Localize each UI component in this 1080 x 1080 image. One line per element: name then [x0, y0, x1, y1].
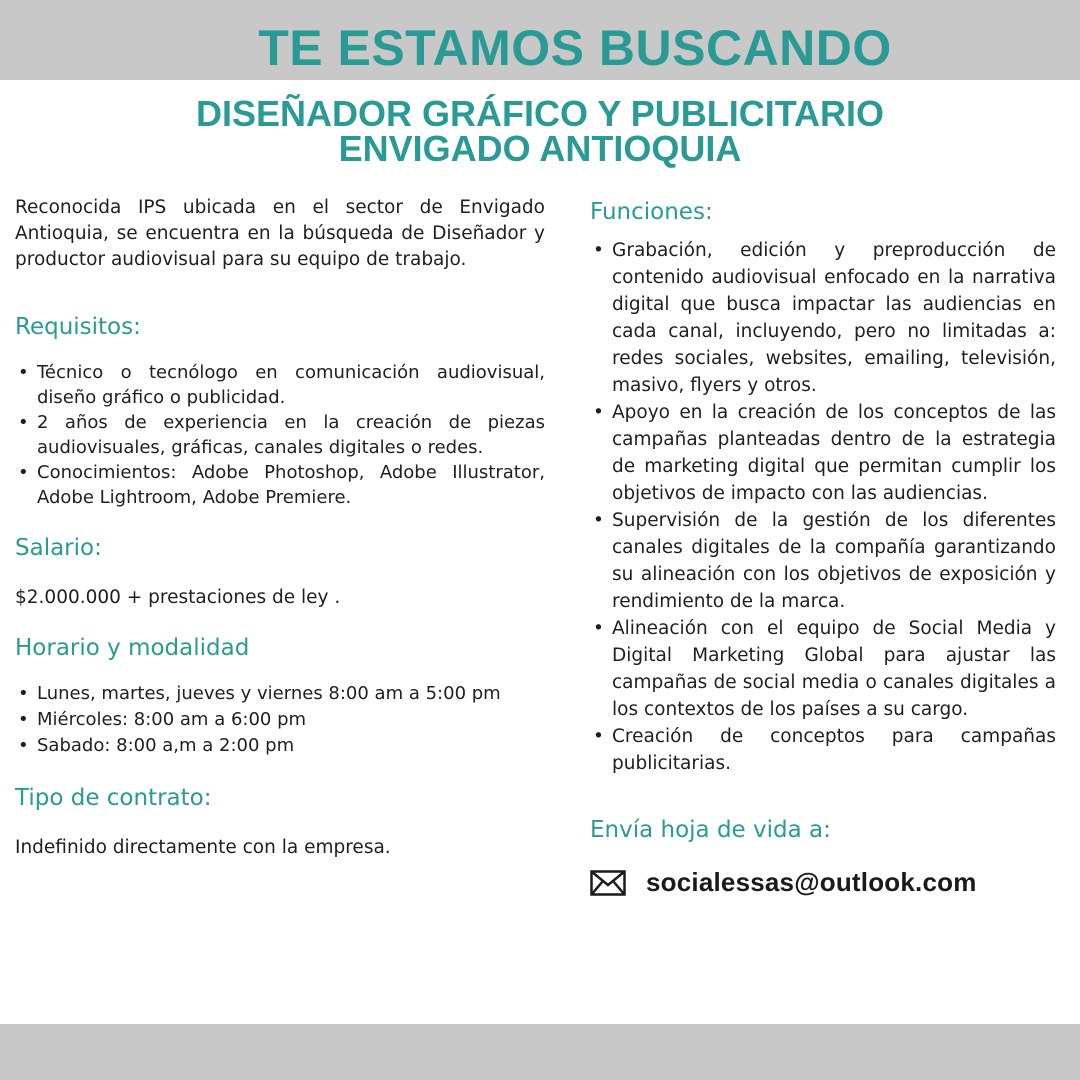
left-column	[15, 195, 545, 861]
funciones-heading: Funciones:	[590, 199, 713, 225]
salario-heading: Salario:	[15, 535, 102, 561]
bottom-band	[0, 1024, 1080, 1080]
job-title-line1: DISEÑADOR GRÁFICO Y PUBLICITARIO	[195, 93, 885, 134]
contact-email[interactable]: socialessas@outlook.com	[646, 867, 977, 897]
envelope-icon	[590, 870, 626, 896]
banner-title: TE ESTAMOS BUSCANDO	[258, 20, 892, 76]
requisitos-list	[15, 360, 545, 510]
list-item: • Supervisión de la gestión de los diferentes canales digitales de la compañía garantizando su alineación con los objetivos de exposición y rendimiento de la marca.	[590, 507, 1056, 615]
list-item: • Lunes, martes, jueves y viernes 8:00 am a 5:00 pm	[15, 681, 545, 707]
list-item: • Conocimientos: Adobe Photoshop, Adobe Illustrator, Adobe Lightroom, Adobe Premiere.	[15, 460, 545, 510]
list-item: • Grabación, edición y preproducción de contenido audiovisual enfocado en la narrativa digital que busca impactar las audiencias en cada canal, incluyendo, pero no limitadas a: redes sociales, websites, emailing, televisión, masivo, flyers y otros.	[590, 237, 1056, 399]
intro-paragraph: Reconocida IPS ubicada en el sector de Envigado Antioquia, se encuentra en la búsqueda de Diseñador y productor audiovisual para su equipo de trabajo.	[15, 197, 545, 270]
list-item: • Técnico o tecnólogo en comunicación audiovisual, diseño gráfico o publicidad.	[15, 360, 545, 410]
contacto-heading: Envía hoja de vida a:	[590, 817, 831, 843]
funciones-list	[590, 237, 1056, 777]
right-column	[590, 197, 1056, 898]
contrato-heading: Tipo de contrato:	[15, 785, 212, 811]
horario-list	[15, 681, 545, 759]
list-item: • 2 años de experiencia en la creación de piezas audiovisuales, gráficas, canales digitales o redes.	[15, 410, 545, 460]
salario-value: $2.000.000 + prestaciones de ley .	[15, 587, 341, 608]
list-item: • Alineación con el equipo de Social Media y Digital Marketing Global para ajustar las campañas de social media o canales digitales a los contextos de los países a su cargo.	[590, 615, 1056, 723]
email-row	[590, 867, 1056, 898]
top-banner	[0, 0, 1080, 80]
contrato-value: Indefinido directamente con la empresa.	[15, 837, 391, 858]
horario-heading: Horario y modalidad	[15, 635, 250, 661]
list-item: • Sabado: 8:00 a,m a 2:00 pm	[15, 733, 545, 759]
job-title	[0, 93, 1080, 169]
list-item: • Apoyo en la creación de los conceptos de las campañas planteadas dentro de la estrategia de marketing digital que permitan cumplir los objetivos de impacto con las audiencias.	[590, 399, 1056, 507]
requisitos-heading: Requisitos:	[15, 314, 141, 340]
list-item: • Creación de conceptos para campañas publicitarias.	[590, 723, 1056, 777]
job-title-line2: ENVIGADO ANTIOQUIA	[338, 128, 742, 169]
list-item: • Miércoles: 8:00 am a 6:00 pm	[15, 707, 545, 733]
